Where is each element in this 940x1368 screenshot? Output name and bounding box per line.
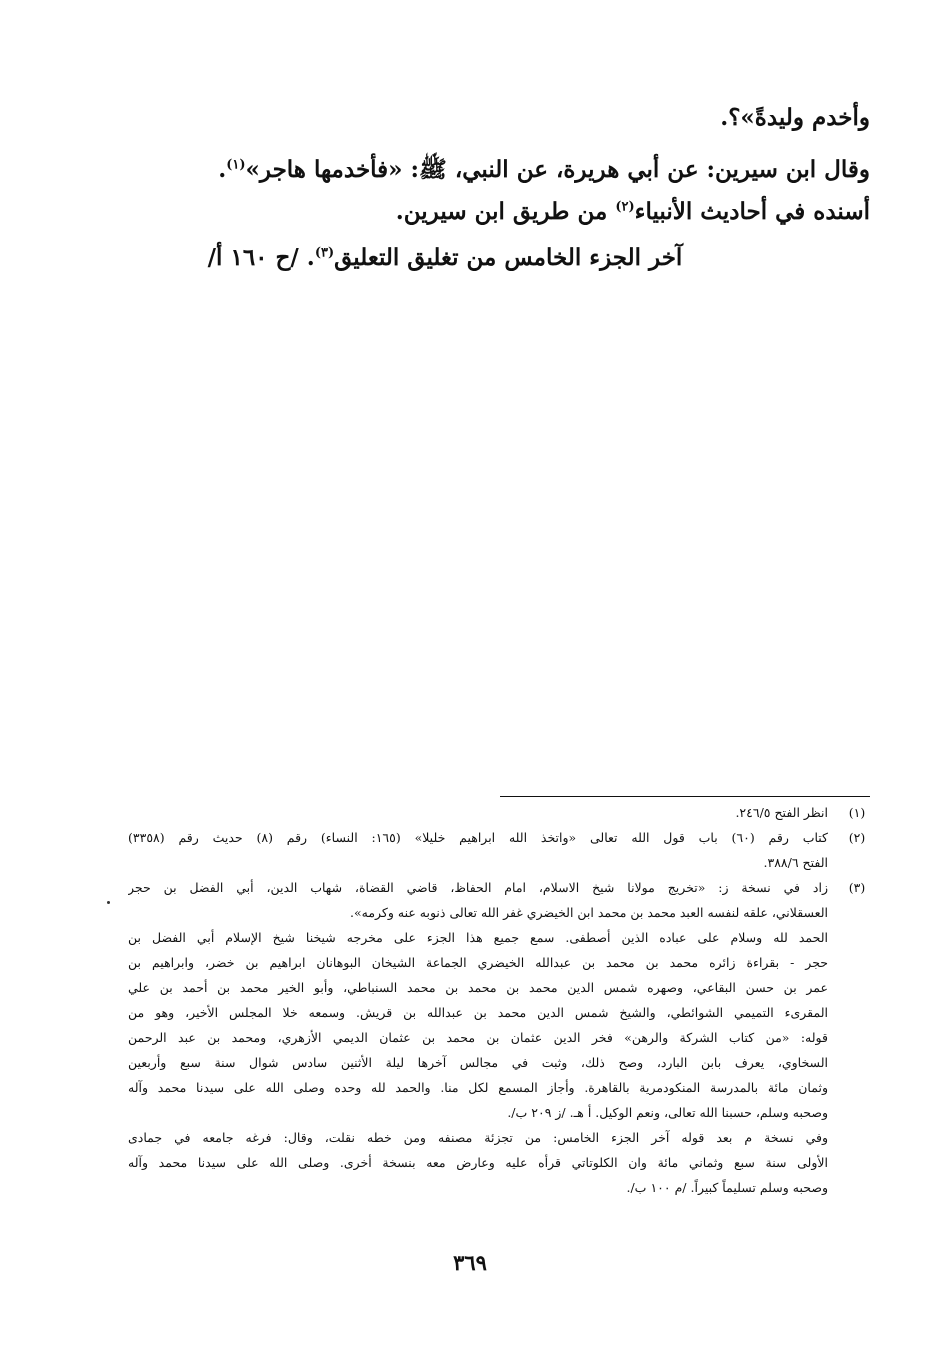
footnote-line: حجر - بقراءة زائره محمد بن محمد بن عبدالله الخيضري الجماعة الشيخان البوهانان ابراهيم بن خضر، وابراهيم بن <box>128 955 828 970</box>
main-text-line-1 <box>150 98 870 138</box>
footnote-line: المقرىء التميمي الشوائطي، والشيخ شمس الدين محمد بن عبدالله بن قريش. وسمعه خلا المجلس الأخير، وهو من <box>128 1005 828 1020</box>
footnote-ref-2: (٢) <box>615 199 635 215</box>
line1-text: وأخدم وليدةً»؟. <box>720 104 870 131</box>
page-number: ٣٦٩ <box>453 1250 487 1275</box>
footnote-line: انظر الفتح ٢٤٦/٥. <box>735 805 828 820</box>
main-text-line-4 <box>150 238 740 278</box>
footnote-ref-3: (٣) <box>314 245 335 261</box>
main-text-line-2 <box>150 150 870 190</box>
footnote-line: وثمان مائة بالمدرسة المنكودمرية بالقاهرة. وأجاز المسمع لكل منا. والحمد لله وحده وصلى الله على سيدنا محمد وآله <box>128 1080 828 1095</box>
footnote-line: العسقلاني، علقه لنفسه العبد محمد بن محمد ابن الخيضري غفر الله تعالى ذنوبه عنه وكرمه». <box>350 905 828 920</box>
footnote-line: وفي نسخة م بعد قوله آخر الجزء الخامس: من تجزئة مصنفه ومن خطه نقلت، وقال: فرغه جامعه في جمادى <box>128 1130 828 1145</box>
footnote-line: وصحبه وسلم تسليماً كبيراً. /م ١٠٠ ب/. <box>626 1180 828 1195</box>
footnote-line: الحمد لله وسلام على عباده الذين أصطفى. سمع جميع هذا الجزء على مخرجه شيخنا شيخ الإسلام أبي الفضل بن <box>128 930 828 945</box>
footnote-line: قوله: «من كتاب الشركة والرهن» فخر الدين عثمان بن محمد بن عثمان الديمي الأزهري، ومحمد بن عبد الرحمن <box>128 1030 828 1045</box>
footnote-2 <box>128 825 878 875</box>
line2-text: وقال ابن سيرين: عن أبي هريرة، عن النبي، ﷺ: «فأخدمها هاجر» <box>245 156 870 183</box>
footnote-line: السخاوي، يعرف بابن البارد، وصح ذلك، وثبت في مجالس آخرها ليلة الأثنين سادس شوال سنة سبع وأربعين <box>128 1055 828 1070</box>
footnote-line: الأولى سنة سبع وثماني مائة وان الكلوتاتي قرأه عليه وعارض معه بنسخة أخرى. وصلى الله على سيدنا محمد وآله <box>128 1155 828 1170</box>
line3-text: أسنده في أحاديث الأنبياء <box>634 198 870 225</box>
footnote-ref-1: (١) <box>226 157 246 173</box>
footnote-line: زاد في نسخة ز: «تخريج مولانا شيخ الاسلام، امام الحفاظ، قاضي القضاة، شهاب الدين، أبي الفضل بن حجر <box>128 880 828 895</box>
footnote-1 <box>128 800 878 825</box>
footnote-number: (٢) <box>848 830 866 845</box>
line3-end: من طريق ابن سيرين. <box>395 198 616 225</box>
main-text-line-3 <box>150 192 870 232</box>
footnote-line: الفتح ٣٨٨/٦. <box>763 855 828 870</box>
footnote-number: (٣) <box>848 880 866 895</box>
footnote-divider <box>500 796 870 797</box>
line2-end: . <box>218 156 227 183</box>
footnotes <box>128 800 878 1200</box>
line4-end: . /ح ١٦٠ أ/ <box>207 244 315 271</box>
footnote-line: عمر بن حسن البقاعي، وصهره شمس الدين محمد بن محمد بن محمد السنباطي، وأبو الخير محمد بن أحمد بن علي <box>128 980 828 995</box>
footnote-3 <box>128 875 878 1200</box>
line4-text: آخر الجزء الخامس من تغليق التعليق <box>334 244 683 271</box>
footnote-line: كتاب رقم (٦٠) باب قول الله تعالى «واتخذ الله ابراهيم خليلا» (١٦٥: النساء) رقم (٨) حديث رقم (٣٣٥٨) <box>128 830 828 845</box>
stray-mark <box>107 901 110 904</box>
footnote-number: (١) <box>848 805 866 820</box>
footnote-line: وصحبه وسلم، حسبنا الله تعالى، ونعم الوكيل. أ هـ. /ز ٢٠٩ ب/. <box>507 1105 828 1120</box>
